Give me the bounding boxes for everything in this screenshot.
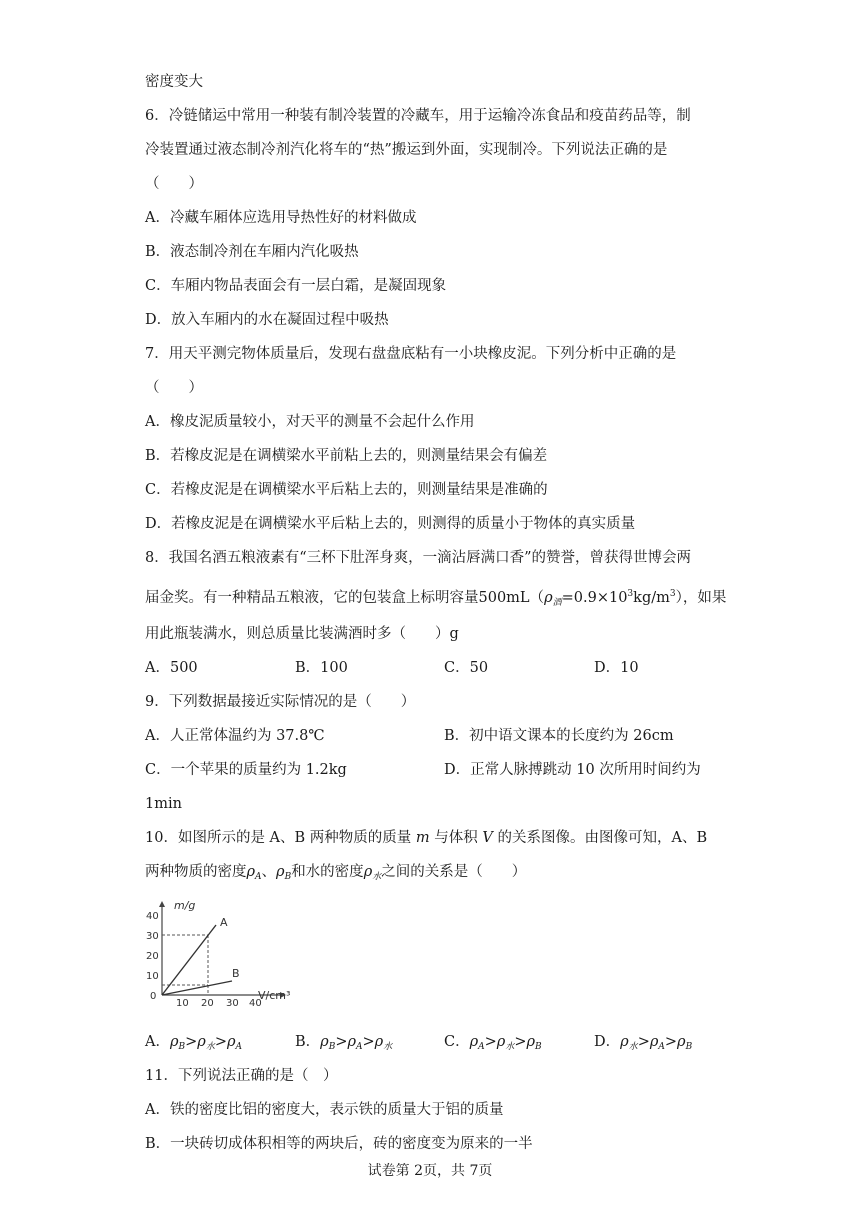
rho-symbol: ρ (469, 1034, 479, 1050)
rho-symbol: ρ (169, 1034, 179, 1050)
question-8-stem-cont: 用此瓶装满水，则总质量比装满酒时多（ ）g (145, 626, 459, 642)
y-axis-arrow (159, 901, 165, 907)
subscript: B (535, 1042, 542, 1052)
subscript: A (356, 1042, 363, 1052)
question-9-stem: 9．下列数据最接近实际情况的是（ ） (145, 694, 416, 710)
x-tick: 20 (201, 998, 214, 1009)
text-line: 密度变大 (145, 74, 203, 90)
option-c: C．一个苹果的质量约为 1.2kg (145, 762, 347, 778)
option-d: D．正常人脉搏跳动 10 次所用时间约为 (444, 762, 701, 778)
option-c (444, 1032, 542, 1057)
text-span: 、 (261, 864, 277, 880)
greater-than: > (362, 1034, 375, 1050)
y-tick: 40 (146, 911, 159, 922)
subscript: B (178, 1042, 186, 1052)
question-10-stem-cont (145, 862, 725, 887)
page-footer: 试卷第 2页，共 7页 (367, 1163, 493, 1179)
exponent: 3 (627, 589, 634, 599)
option-a: A．冷藏车厢体应选用导热性好的材料做成 (145, 210, 417, 226)
subscript: 水 (628, 1042, 638, 1052)
option-c: C．若橡皮泥是在调横梁水平后粘上去的，则测量结果是准确的 (145, 482, 548, 498)
rho-symbol: ρ (677, 1034, 686, 1050)
option-a: A．橡皮泥质量较小，对天平的测量不会起什么作用 (145, 414, 475, 430)
greater-than: > (514, 1034, 527, 1050)
question-6-stem: 6．冷链储运中常用一种装有制冷装置的冷藏车，用于运输冷冻食品和疫苗药品等，制 (145, 108, 691, 124)
text-span: 和水的密度 (291, 864, 364, 880)
y-tick: 30 (146, 931, 159, 942)
subscript: 水 (205, 1042, 215, 1052)
option-d: D．10 (594, 660, 639, 676)
option-a: A．人正常体温约为 37.8℃ (145, 728, 325, 744)
y-tick: 20 (146, 951, 159, 962)
rho-symbol: ρ (320, 1034, 329, 1050)
rho-symbol: ρ (544, 589, 553, 606)
text-span: 10．如图所示的是 A、B 两种物质的质量 (145, 830, 416, 846)
option-b: B．若橡皮泥是在调横梁水平前粘上去的，则测量结果会有偏差 (145, 448, 548, 464)
x-tick: 40 (249, 998, 262, 1009)
y-tick: 0 (150, 991, 157, 1002)
question-6-stem-cont: 冷装置通过液态制冷剂汽化将车的“热”搬运到外面，实现制冷。下列说法正确的是 (145, 142, 668, 158)
subscript: A (658, 1042, 665, 1052)
option-c: C．50 (444, 660, 489, 676)
greater-than: > (214, 1034, 227, 1050)
rho-symbol: ρ (276, 864, 285, 880)
rho-symbol: ρ (496, 1034, 506, 1050)
option-a: A．铁的密度比铝的密度大，表示铁的质量大于铝的质量 (145, 1102, 504, 1118)
rho-symbol: ρ (526, 1034, 536, 1050)
subscript: A (235, 1042, 243, 1052)
question-8-stem: 8．我国名酒五粮液素有“三杯下肚浑身爽，一滴沾唇满口香”的赞誉，曾获得世博会两 (145, 550, 692, 566)
greater-than: > (185, 1034, 198, 1050)
option-d (594, 1032, 692, 1057)
density-unit: kg/m (633, 589, 670, 606)
subscript-wine: 酒 (552, 597, 562, 608)
text-span: 两种物质的密度 (145, 864, 247, 880)
greater-than: > (664, 1034, 678, 1050)
greater-than: > (637, 1034, 650, 1050)
var-v: V (482, 830, 493, 846)
option-b: B．液态制冷剂在车厢内汽化吸热 (145, 244, 359, 260)
subscript: A (478, 1042, 485, 1052)
line-b-label: B (232, 967, 240, 980)
x-tick: 30 (226, 998, 239, 1009)
option-d: D．放入车厢内的水在凝固过程中吸热 (145, 312, 389, 328)
option-b: B．一块砖切成体积相等的两块后，砖的密度变为原来的一半 (145, 1136, 533, 1152)
var-m: m (415, 830, 430, 846)
question-10-stem (145, 828, 725, 848)
subscript: 水 (505, 1042, 515, 1052)
text-span: 的关系图像。由图像可知，A、B (492, 830, 708, 846)
y-axis-label: m/g (174, 899, 196, 912)
option-b (295, 1032, 392, 1057)
rho-symbol: ρ (374, 1034, 384, 1050)
subscript-a: A (255, 872, 262, 882)
x-tick: 10 (176, 998, 189, 1009)
rho-symbol: ρ (620, 1034, 629, 1050)
density-value: =0.9×10 (561, 589, 628, 606)
rho-symbol: ρ (246, 864, 256, 880)
rho-symbol: ρ (363, 864, 373, 880)
y-tick: 10 (146, 971, 159, 982)
subscript: B (328, 1042, 336, 1052)
greater-than: > (484, 1034, 497, 1050)
option-d-cont: 1min (145, 796, 182, 812)
option-c: C．车厢内物品表面会有一层白霜，是凝固现象 (145, 278, 447, 294)
text-span: 届金奖。有一种精品五粮液，它的包装盒上标明容量500mL（ (145, 589, 545, 606)
option-a: A．500 (145, 660, 198, 676)
option-label: A． (145, 1034, 170, 1050)
rho-symbol: ρ (227, 1034, 236, 1050)
question-8-stem-cont (145, 584, 725, 613)
answer-bracket: （ ） (145, 380, 203, 396)
question-7-stem: 7．用天平测完物体质量后，发现右盘盘底粘有一小块橡皮泥。下列分析中正确的是 (145, 346, 677, 362)
subscript: B (685, 1042, 693, 1052)
rho-symbol: ρ (197, 1034, 206, 1050)
option-label: C． (444, 1034, 470, 1050)
text-span: 之间的关系是（ ） (381, 864, 527, 880)
text-span: 与体积 (429, 830, 483, 846)
option-label: B． (295, 1034, 321, 1050)
answer-bracket: （ ） (145, 176, 203, 192)
text-span: ），如果 (675, 589, 727, 606)
option-a (145, 1032, 242, 1057)
mass-volume-graph (140, 893, 320, 1013)
rho-symbol: ρ (347, 1034, 356, 1050)
option-d: D．若橡皮泥是在调横梁水平后粘上去的，则测得的质量小于物体的真实质量 (145, 516, 636, 532)
greater-than: > (335, 1034, 348, 1050)
x-axis-label: V/cm³ (258, 989, 291, 1002)
subscript-water: 水 (372, 872, 382, 882)
subscript-b: B (284, 872, 292, 882)
question-11-stem: 11．下列说法正确的是（ ） (145, 1068, 338, 1084)
exponent: 3 (669, 589, 676, 599)
rho-symbol: ρ (649, 1034, 659, 1050)
option-b: B．初中语文课本的长度约为 26cm (444, 728, 674, 744)
option-b: B．100 (295, 660, 348, 676)
subscript: 水 (383, 1042, 393, 1052)
line-a-label: A (220, 916, 228, 929)
line-b (162, 981, 232, 995)
option-label: D． (594, 1034, 621, 1050)
